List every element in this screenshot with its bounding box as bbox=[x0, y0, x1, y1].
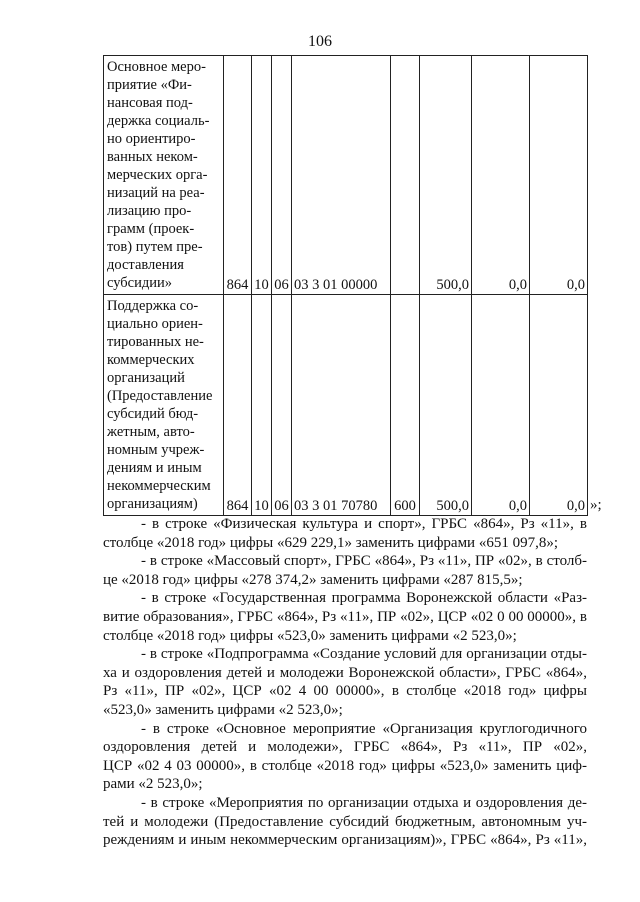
amendment-paragraph bbox=[103, 589, 587, 645]
year-2019-cell: 0,0 bbox=[472, 295, 530, 516]
text-line: тей и молодежи (Предоставление субсидий бюджетным, автономным уч- bbox=[103, 813, 587, 830]
description-line: Поддержка со- bbox=[107, 298, 199, 314]
rz-cell: 10 bbox=[252, 56, 272, 295]
description-line: доставления bbox=[107, 257, 184, 273]
page-number: 106 bbox=[308, 33, 332, 50]
rz-cell: 10 bbox=[252, 295, 272, 516]
description-line: лизацию про- bbox=[107, 203, 192, 219]
text-line: - в строке «Подпрограмма «Создание условий для организации отды- bbox=[141, 646, 587, 663]
text-line: ха и оздоровления детей и молодежи Воронежской области», ГРБС «864», bbox=[103, 664, 587, 681]
amendment-paragraph bbox=[103, 720, 587, 794]
description-line: циально ориен- bbox=[107, 316, 203, 332]
text-line: оздоровления детей и молодежи», ГРБС «864», Рз «11», ПР «02», bbox=[103, 739, 587, 756]
grbs-cell: 864 bbox=[224, 56, 252, 295]
year-2020-cell: 0,0 bbox=[530, 295, 588, 516]
description-line: номным учреж- bbox=[107, 442, 205, 458]
year-2019-cell: 0,0 bbox=[472, 56, 530, 295]
text-line: - в строке «Мероприятия по организации отдыха и оздоровления де- bbox=[141, 794, 587, 811]
description-line: приятие «Фи- bbox=[107, 77, 192, 93]
description-line: низаций на реа- bbox=[107, 185, 205, 201]
table-closing-quote: »; bbox=[590, 497, 602, 513]
vr-cell: 600 bbox=[391, 295, 420, 516]
amendment-paragraph bbox=[103, 515, 587, 552]
description-line: некоммерческим bbox=[107, 478, 211, 494]
text-line: реждениям и иным некоммерческим организациям)», ГРБС «864», Рз «11», bbox=[103, 832, 587, 849]
row-description bbox=[104, 295, 224, 516]
description-line: Основное меро- bbox=[107, 59, 206, 75]
text-line: «523,0» заменить цифрами «2 523,0»; bbox=[103, 701, 343, 718]
pr-cell: 06 bbox=[272, 295, 292, 516]
table-row bbox=[104, 56, 588, 295]
description-line: коммерческих bbox=[107, 352, 195, 368]
amendment-paragraph bbox=[103, 552, 587, 589]
text-line: - в строке «Государственная программа Воронежской области «Раз- bbox=[141, 590, 587, 607]
amendment-paragraph bbox=[103, 645, 587, 719]
row-description bbox=[104, 56, 224, 295]
description-line: субсидии» bbox=[107, 275, 173, 291]
year-2018-cell: 500,0 bbox=[420, 295, 472, 516]
description-line: (Предоставление bbox=[107, 388, 213, 404]
csr-cell: 03 3 01 70780 bbox=[292, 295, 391, 516]
text-line: - в строке «Физическая культура и спорт», ГРБС «864», Рз «11», в bbox=[141, 516, 587, 532]
description-line: нансовая под- bbox=[107, 95, 193, 111]
year-2020-cell: 0,0 bbox=[530, 56, 588, 295]
description-line: дениям и иным bbox=[107, 460, 202, 476]
grbs-cell: 864 bbox=[224, 295, 252, 516]
pr-cell: 06 bbox=[272, 56, 292, 295]
description-line: тированных не- bbox=[107, 334, 204, 350]
amendment-paragraph bbox=[103, 794, 587, 850]
description-line: жетным, авто- bbox=[107, 424, 195, 440]
csr-cell: 03 3 01 00000 bbox=[292, 56, 391, 295]
description-line: держка социаль- bbox=[107, 113, 210, 129]
text-line: столбце «2018 год» цифры «629 229,1» заменить цифрами «651 097,8»; bbox=[103, 534, 559, 551]
text-line: - в строке «Основное мероприятие «Организация круглогодичного bbox=[141, 720, 587, 737]
amendment-text bbox=[103, 515, 587, 850]
text-line: Рз «11», ПР «02», ЦСР «02 4 00 00000», в столбце «2018 год» цифры bbox=[103, 683, 587, 700]
description-line: субсидий бюд- bbox=[107, 406, 199, 422]
description-line: но ориентиро- bbox=[107, 131, 196, 147]
description-line: организациям) bbox=[107, 496, 198, 512]
description-line: мерческих орга- bbox=[107, 167, 208, 183]
description-line: ванных неком- bbox=[107, 149, 198, 165]
year-2018-cell: 500,0 bbox=[420, 56, 472, 295]
table-row bbox=[104, 295, 588, 516]
text-line: ЦСР «02 4 03 00000», в столбце «2018 год» цифры «523,0» заменить циф- bbox=[103, 757, 587, 774]
text-line: рами «2 523,0»; bbox=[103, 776, 203, 793]
description-line: тов) путем пре- bbox=[107, 239, 203, 255]
text-line: це «2018 год» цифры «278 374,2» заменить цифрами «287 815,5»; bbox=[103, 571, 523, 588]
text-line: витие образования», ГРБС «864», Рз «11», ПР «02», ЦСР «02 0 00 00000», в bbox=[103, 608, 587, 625]
description-line: грамм (проек- bbox=[107, 221, 195, 237]
text-line: столбце «2018 год» цифры «523,0» заменить цифрами «2 523,0»; bbox=[103, 627, 517, 644]
vr-cell bbox=[391, 56, 420, 295]
text-line: - в строке «Массовый спорт», ГРБС «864», Рз «11», ПР «02», в столб- bbox=[141, 553, 587, 570]
description-line: организаций bbox=[107, 370, 185, 386]
budget-table bbox=[103, 55, 588, 516]
